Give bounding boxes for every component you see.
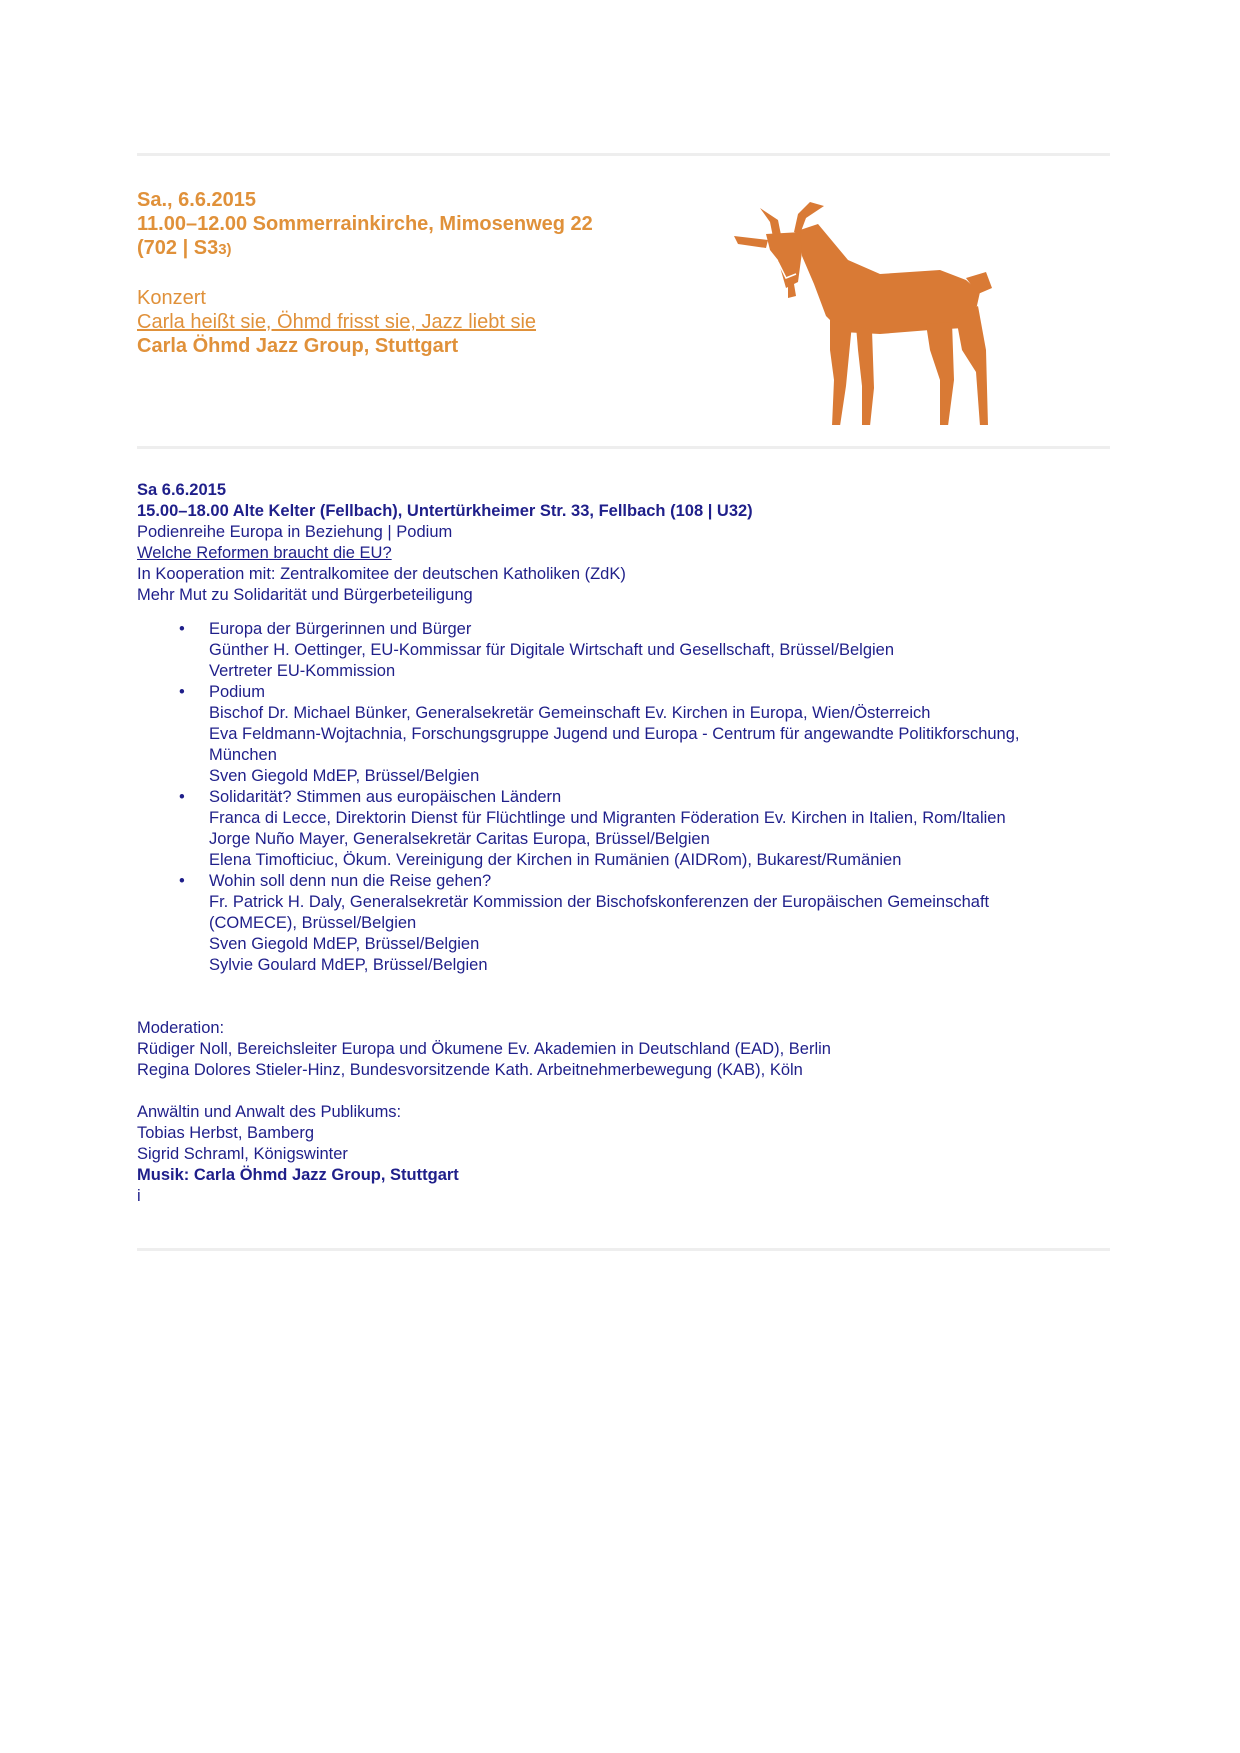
list-item-line: Sven Giegold MdEP, Brüssel/Belgien (209, 935, 480, 953)
event-time-place: 11.00–12.00 Sommerrainkirche, Mimosenweg 22 (137, 213, 593, 235)
event-subtitle: Mehr Mut zu Solidarität und Bürgerbeteiligung (137, 586, 473, 604)
list-item-line: Jorge Nuño Mayer, Generalsekretär Caritas Europa, Brüssel/Belgien (209, 830, 710, 848)
bottom-divider (137, 1248, 1110, 1251)
advocate-line: Tobias Herbst, Bamberg (137, 1124, 314, 1142)
bullet-icon: • (179, 788, 185, 806)
advocate-line: Sigrid Schraml, Königswinter (137, 1145, 348, 1163)
music-line: Musik: Carla Öhmd Jazz Group, Stuttgart (137, 1166, 459, 1184)
list-item-line: München (209, 746, 277, 764)
list-item-line: (COMECE), Brüssel/Belgien (209, 914, 417, 932)
event-series: Podienreihe Europa in Beziehung | Podium (137, 523, 453, 541)
list-item (179, 787, 1117, 871)
moderation-line: Rüdiger Noll, Bereichsleiter Europa und Ökumene Ev. Akademien in Deutschland (EAD), Berlin (137, 1040, 831, 1058)
event-date: Sa., 6.6.2015 (137, 189, 256, 211)
list-item (179, 619, 1117, 682)
list-item-line: Sylvie Goulard MdEP, Brüssel/Belgien (209, 956, 488, 974)
trailing-text: i (137, 1187, 141, 1205)
list-item-line: Vertreter EU-Kommission (209, 662, 396, 680)
list-item (179, 871, 1117, 976)
list-item-title: Wohin soll denn nun die Reise gehen? (209, 872, 492, 890)
transit-lines: (702 | S3 (137, 237, 219, 259)
list-item (179, 682, 1117, 787)
bullet-icon: • (179, 872, 185, 890)
event-title-link[interactable]: Welche Reformen braucht die EU? (137, 544, 392, 562)
program-list (137, 619, 1117, 976)
bullet-icon: • (179, 683, 185, 701)
top-divider (137, 153, 1110, 156)
moderation-line: Regina Dolores Stieler-Hinz, Bundesvorsitzende Kath. Arbeitnehmerbewegung (KAB), Köln (137, 1061, 803, 1079)
event-date: Sa 6.6.2015 (137, 481, 226, 499)
event-title-link[interactable]: Carla heißt sie, Öhmd frisst sie, Jazz liebt sie (137, 311, 537, 333)
event-time-place: 15.00–18.00 Alte Kelter (Fellbach), Untertürkheimer Str. 33, Fellbach (108 | U32) (137, 502, 753, 520)
list-item-line: Elena Timofticiuc, Ökum. Vereinigung der Kirchen in Rumänien (AIDRom), Bukarest/Rumänien (209, 851, 902, 869)
list-item-line: Fr. Patrick H. Daly, Generalsekretär Kommission der Bischofskonferenzen der Europäischen Gemeinschaft (209, 893, 990, 911)
advocates-label: Anwältin und Anwalt des Publikums: (137, 1103, 402, 1121)
list-item-line: Günther H. Oettinger, EU-Kommissar für Digitale Wirtschaft und Gesellschaft, Brüssel/Belgien (209, 641, 895, 659)
event-transit (137, 236, 697, 262)
middle-divider (137, 446, 1110, 449)
list-item-line: Eva Feldmann-Wojtachnia, Forschungsgruppe Jugend und Europa - Centrum für angewandte Politikforschung, (209, 725, 1020, 743)
event-concert (137, 188, 697, 358)
list-item-line: Franca di Lecce, Direktorin Dienst für Flüchtlinge und Migranten Föderation Ev. Kirchen in Italien, Rom/Italien (209, 809, 1006, 827)
list-item-title: Solidarität? Stimmen aus europäischen Ländern (209, 788, 562, 806)
event-performer: Carla Öhmd Jazz Group, Stuttgart (137, 335, 459, 357)
event-podium (137, 480, 1117, 1207)
list-item-line: Bischof Dr. Michael Bünker, Generalsekretär Gemeinschaft Ev. Kirchen in Europa, Wien/Österreich (209, 704, 931, 722)
bullet-icon: • (179, 620, 185, 638)
goat-icon (730, 200, 1010, 425)
event-cooperation: In Kooperation mit: Zentralkomitee der deutschen Katholiken (ZdK) (137, 565, 626, 583)
transit-suffix: 3) (218, 241, 232, 258)
event-category: Konzert (137, 287, 206, 309)
moderation-label: Moderation: (137, 1019, 225, 1037)
list-item-title: Europa der Bürgerinnen und Bürger (209, 620, 472, 638)
list-item-title: Podium (209, 683, 265, 701)
list-item-line: Sven Giegold MdEP, Brüssel/Belgien (209, 767, 480, 785)
